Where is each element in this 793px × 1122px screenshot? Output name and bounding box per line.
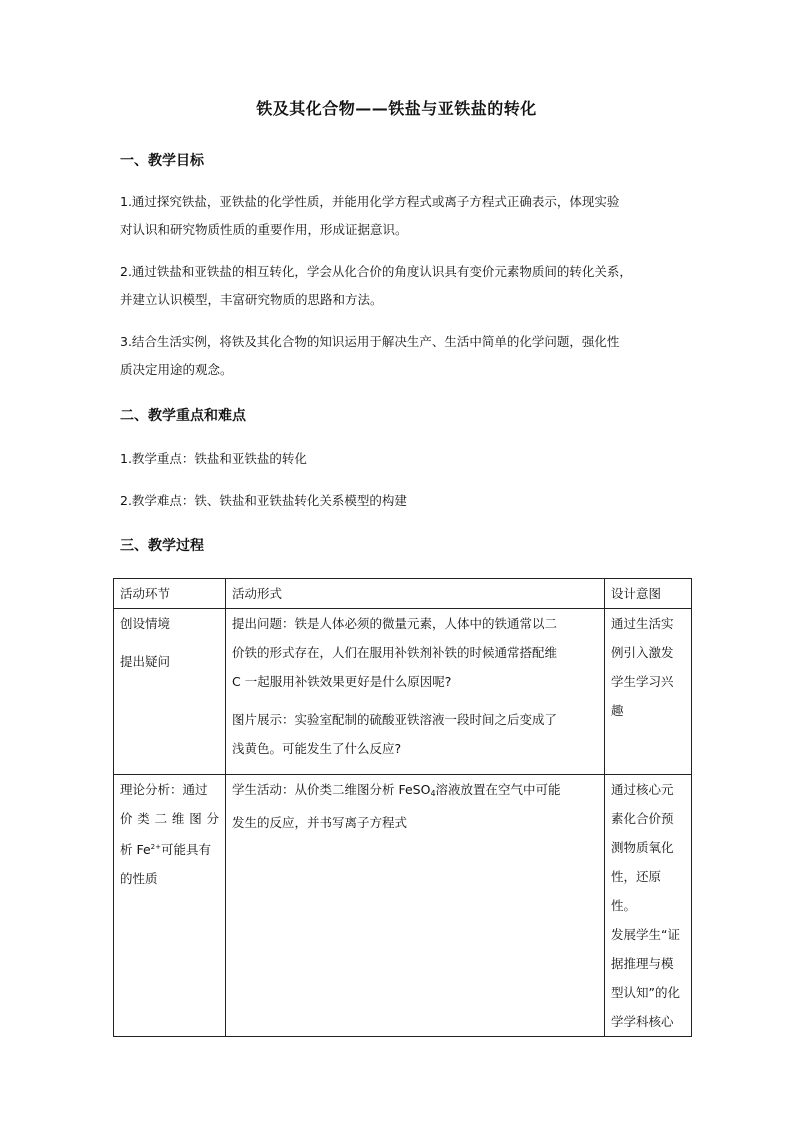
cell-line-with-ion bbox=[120, 833, 219, 864]
text-line: 3.结合生活实例，将铁及其化合物的知识运用于解决生产、生活中简单的化学问题，强化性 bbox=[120, 334, 620, 349]
cell-line: 例引入激发 bbox=[611, 645, 674, 660]
header-design-intent: 设计意图 bbox=[605, 579, 692, 609]
cell-line: 测物质氧化 bbox=[611, 840, 674, 855]
cell-line: 创设情境 bbox=[120, 616, 171, 631]
row2-intent-cell bbox=[605, 775, 692, 1037]
document-title: 铁及其化合物——铁盐与亚铁盐的转化 bbox=[256, 99, 537, 118]
cell-line: 据推理与模 bbox=[611, 956, 674, 971]
ion-charge: 2+ bbox=[150, 843, 161, 851]
cell-line: 提出问题：铁是人体必须的微量元素，人体中的铁通常以二 bbox=[232, 616, 558, 631]
cell-line-with-formula bbox=[232, 775, 598, 808]
cell-line: 趣 bbox=[611, 703, 624, 718]
cell-line: 浅黄色。可能发生了什么反应? bbox=[232, 741, 402, 756]
text-segment: 学生活动：从价类二维图分析 FeSO bbox=[232, 782, 431, 797]
text-line: 对认识和研究物质性质的重要作用，形成证据意识。 bbox=[120, 222, 408, 237]
row1-stage-cell bbox=[114, 609, 226, 775]
text-line: 1.通过探究铁盐，亚铁盐的化学性质，并能用化学方程式或离子方程式正确表示，体现实验 bbox=[120, 194, 620, 209]
table-header-row bbox=[114, 579, 692, 609]
text-segment: 可能具有 bbox=[161, 842, 212, 857]
cell-line: 的性质 bbox=[120, 871, 158, 886]
teaching-process-table bbox=[113, 578, 692, 1037]
cell-line: 学学科核心 bbox=[611, 1014, 674, 1029]
text-segment: 析 Fe bbox=[120, 842, 151, 857]
difficult-point-item: 2.教学难点：铁、铁盐和亚铁盐转化关系模型的构建 bbox=[120, 493, 407, 508]
text-line: 质决定用途的观念。 bbox=[120, 362, 233, 377]
cell-line: 通过生活实 bbox=[611, 616, 674, 631]
text-line: 并建立认识模型，丰富研究物质的思路和方法。 bbox=[120, 292, 383, 307]
row2-stage-cell bbox=[114, 775, 226, 1037]
cell-line: 学生学习兴 bbox=[611, 674, 674, 689]
cell-line: 素化合价预 bbox=[611, 811, 674, 826]
cell-line: C 一起服用补铁效果更好是什么原因呢? bbox=[232, 674, 452, 689]
cell-line: 提出疑问 bbox=[120, 654, 171, 669]
section-heading-objectives: 一、教学目标 bbox=[120, 153, 204, 169]
table-row bbox=[114, 609, 692, 775]
cell-line: 理论分析：通过 bbox=[120, 782, 208, 797]
text-line: 2.通过铁盐和亚铁盐的相互转化，学会从化合价的角度认识具有变价元素物质间的转化关系， bbox=[120, 264, 632, 279]
formula-subscript: 4 bbox=[430, 789, 436, 798]
cell-line: 价铁的形式存在，人们在服用补铁剂补铁的时候通常搭配维 bbox=[232, 645, 558, 660]
header-activity-stage: 活动环节 bbox=[114, 579, 226, 609]
cell-line: 发生的反应，并书写离子方程式 bbox=[232, 815, 408, 830]
section-heading-process: 三、教学过程 bbox=[120, 538, 204, 554]
objective-item-1 bbox=[120, 188, 680, 244]
cell-line: 型认知”的化 bbox=[611, 985, 680, 1000]
row1-intent-cell bbox=[605, 609, 692, 775]
cell-line: 图片展示：实验室配制的硫酸亚铁溶液一段时间之后变成了 bbox=[232, 712, 558, 727]
section-heading-key-points: 二、教学重点和难点 bbox=[120, 408, 246, 424]
objective-item-3 bbox=[120, 328, 680, 384]
text-segment: 溶液放置在空气中可能 bbox=[435, 782, 561, 797]
cell-line: 价类二维图分 bbox=[120, 811, 219, 826]
header-activity-form: 活动形式 bbox=[226, 579, 605, 609]
objective-item-2 bbox=[120, 258, 680, 314]
cell-line: 发展学生“证 bbox=[611, 927, 680, 942]
table-row bbox=[114, 775, 692, 1037]
row2-form-cell bbox=[226, 775, 605, 1037]
cell-line: 性，还原性。 bbox=[611, 869, 662, 913]
key-point-item: 1.教学重点：铁盐和亚铁盐的转化 bbox=[120, 451, 307, 466]
row1-form-cell bbox=[226, 609, 605, 775]
cell-line: 通过核心元 bbox=[611, 782, 674, 797]
